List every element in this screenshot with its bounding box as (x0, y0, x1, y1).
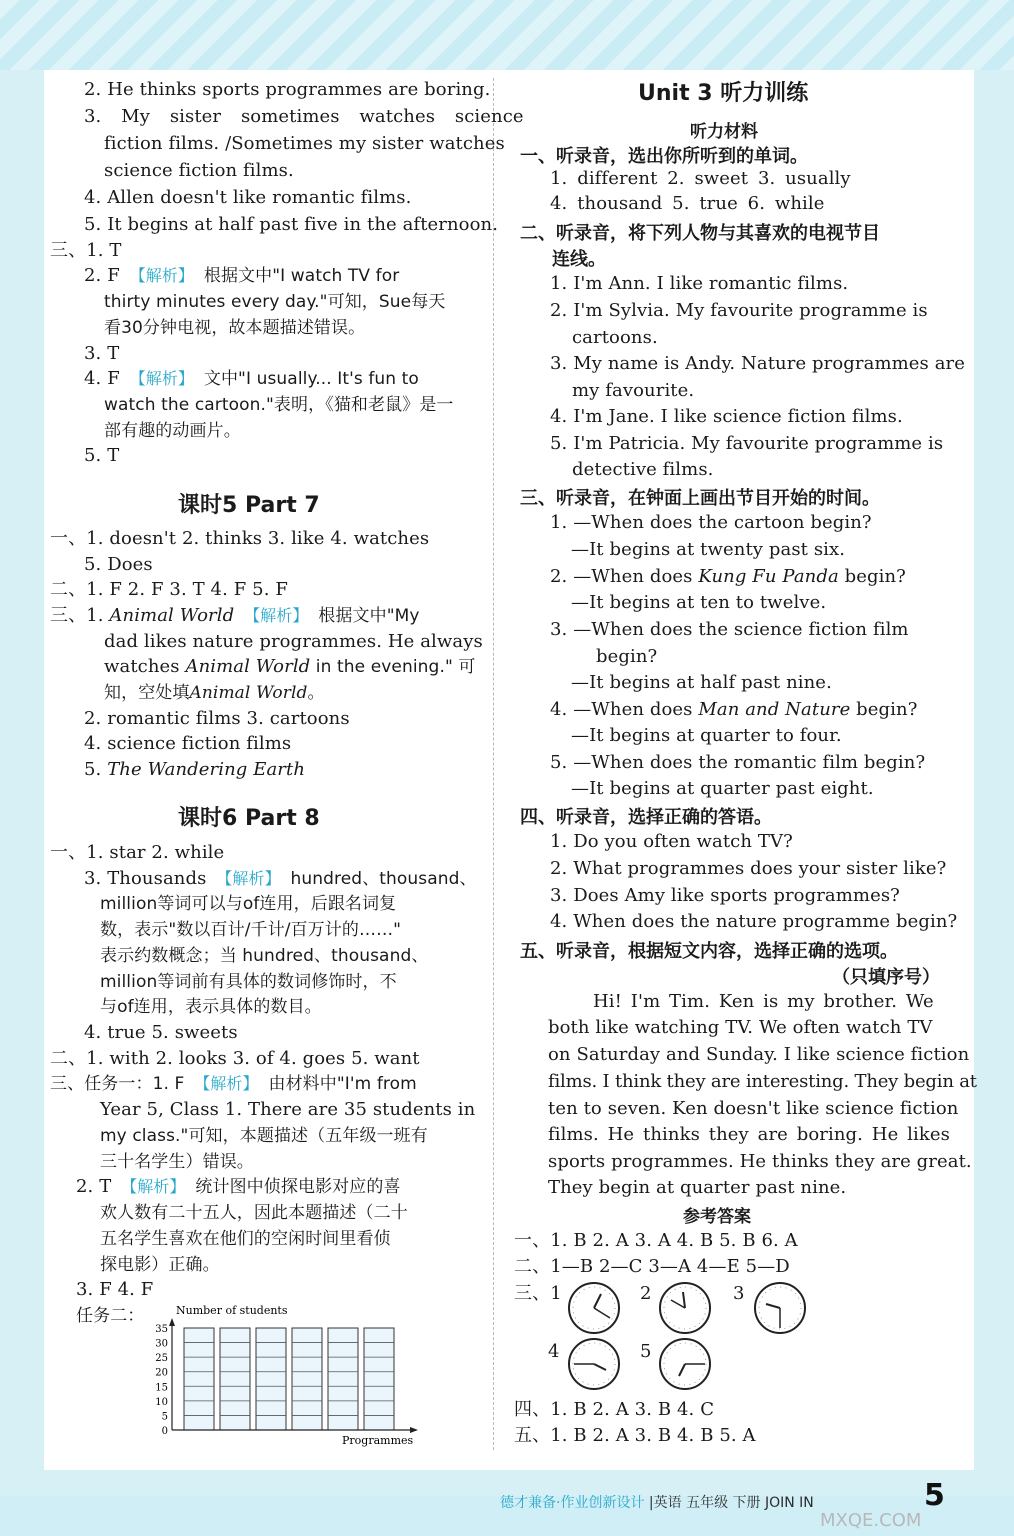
book-info: |英语 五年级 下册 JOIN IN (648, 1495, 814, 1511)
answer-number: 3. Thousands (84, 868, 207, 889)
answer-line: 四、1. B 2. A 3. B 4. C (514, 1399, 715, 1420)
answer-line: 一、1. star 2. while (50, 842, 225, 863)
analysis-text: 三十名学生）错误。 (100, 1152, 254, 1172)
answer-number: 4 (548, 1341, 560, 1362)
chart-y-label: Number of students (176, 1304, 288, 1317)
analysis-text: 。 (307, 683, 325, 703)
bar-column (364, 1328, 394, 1430)
analysis-text: 根据文中"I watch TV for (203, 266, 400, 286)
material-line: 1. different 2. sweet 3. usually (550, 168, 851, 189)
analysis-text: 表示约数概念；当 hundred、thousand、 (100, 946, 429, 966)
clock-icon (566, 1280, 622, 1336)
analysis-tag: 【解析】 (216, 869, 281, 888)
answer-number: 三、1. (50, 605, 104, 626)
material-line: begin? (596, 646, 658, 667)
material-line: —It begins at quarter past eight. (571, 778, 874, 799)
passage-line: They begin at quarter past nine. (548, 1177, 847, 1198)
answer-line: 一、1. doesn't 2. thinks 3. like 4. watches (50, 528, 430, 549)
page-number: 5 (924, 1478, 945, 1513)
y-tick-label: 10 (155, 1396, 168, 1408)
answer-line (84, 367, 419, 391)
analysis-text: hundred、thousand、 (290, 869, 477, 889)
answer-line: 3. F 4. F (76, 1279, 154, 1300)
material-line: detective films. (572, 459, 714, 480)
material-line: —It begins at ten to twelve. (571, 592, 827, 613)
material-text: begin? (838, 566, 906, 587)
material-line: 1. Do you often watch TV? (550, 831, 793, 852)
answer-line (76, 1175, 401, 1199)
answer-line: 二、1. F 2. F 3. T 4. F 5. F (50, 579, 288, 600)
bar-column (184, 1328, 214, 1430)
answer-number: 2. T (76, 1176, 112, 1197)
analysis-text: 统计图中侦探电影对应的喜 (195, 1177, 401, 1197)
lesson-5-heading: 课时5 Part 7 (178, 493, 320, 518)
analysis-text: 五名学生喜欢在他们的空闲时间里看侦 (100, 1229, 391, 1249)
bar-column (292, 1328, 322, 1430)
answer-line: 3. My sister sometimes watches science (84, 106, 524, 127)
material-line: 1. I'm Ann. I like romantic films. (550, 273, 849, 294)
analysis-text: watches (104, 656, 186, 677)
passage-line: films. He thinks they are boring. He likes (548, 1124, 950, 1145)
analysis-tag: 【解析】 (244, 606, 309, 625)
material-text: begin? (850, 699, 918, 720)
analysis-tag: 【解析】 (121, 1177, 186, 1196)
material-line: 3. —When does the science fiction film (550, 619, 909, 640)
analysis-text: million等词前有具体的数词修饰时，不 (100, 972, 397, 992)
answer-number: 三、任务一：1. F (50, 1074, 185, 1094)
answer-line (50, 604, 420, 628)
bar-column (328, 1328, 358, 1430)
answer-line: 5. Does (84, 554, 153, 575)
passage-line: films. I think they are interesting. They begin at (548, 1071, 977, 1092)
analysis-text: dad likes nature programmes. He always (104, 631, 483, 652)
task-two-label: 任务二： (76, 1306, 145, 1326)
column-divider (493, 78, 494, 1450)
section-heading: 三、听录音，在钟面上画出节目开始的时间。 (520, 488, 880, 509)
material-line: 2. What programmes does your sister like? (550, 858, 947, 879)
answer-title: The Wandering Earth (107, 759, 306, 780)
bar-column (220, 1328, 250, 1430)
material-line: 2. I'm Sylvia. My favourite programme is (550, 300, 928, 321)
section-note: （只填序号） (832, 967, 940, 988)
analysis-text (104, 681, 325, 705)
watermark: MXQE.COM (820, 1510, 922, 1531)
listening-materials-title: 听力材料 (690, 122, 758, 142)
analysis-tag: 【解析】 (129, 369, 195, 388)
clock-icon (752, 1280, 808, 1336)
section-heading: 连线。 (552, 249, 606, 270)
material-line: cartoons. (572, 327, 658, 348)
series-brand: 德才兼备·作业创新设计 (500, 1495, 645, 1511)
analysis-text: million等词可以与of连用，后跟名词复 (100, 894, 397, 914)
passage-line: on Saturday and Sunday. I like science fiction (548, 1044, 970, 1065)
section-heading: 五、听录音，根据短文内容，选择正确的选项。 (520, 941, 898, 962)
answer-line: 3. T (84, 343, 120, 364)
material-line: 5. I'm Patricia. My favourite programme is (550, 433, 944, 454)
material-text: 4. —When does (550, 699, 699, 720)
answer-line: 一、1. B 2. A 3. A 4. B 5. B 6. A (514, 1230, 798, 1251)
passage-line: sports programmes. He thinks they are great. (548, 1151, 972, 1172)
answer-number: 5. (84, 759, 108, 780)
passage-line: both like watching TV. We often watch TV (548, 1017, 933, 1038)
answer-number: 3 (733, 1283, 745, 1304)
answer-number: 2 (640, 1283, 652, 1304)
lesson-6-heading: 课时6 Part 8 (178, 806, 320, 831)
analysis-text: in the evening." 可 (310, 657, 476, 677)
y-tick-label: 5 (161, 1411, 168, 1423)
answer-line: 三、1 (514, 1283, 562, 1304)
answer-number: 2. F (84, 265, 120, 286)
answer-line: fiction films. /Sometimes my sister watches (104, 133, 505, 154)
analysis-text: Year 5, Class 1. There are 35 students in (100, 1099, 476, 1120)
analysis-text: thirty minutes every day."可知，Sue每天 (104, 292, 446, 312)
material-line: 5. —When does the romantic film begin? (550, 752, 926, 773)
material-line: 4. When does the nature programme begin? (550, 911, 958, 932)
answer-line: 4. science fiction films (84, 733, 292, 754)
y-tick-label: 25 (155, 1353, 168, 1365)
answer-title: Animal World (109, 605, 235, 626)
analysis-text: my class."可知，本题描述（五年级一班有 (100, 1126, 428, 1146)
material-line: 4. thousand 5. true 6. while (550, 193, 825, 214)
unit-title: Unit 3 听力训练 (638, 81, 809, 106)
analysis-text: 文中"I usually... It's fun to (203, 369, 419, 389)
analysis-text: 与of连用，表示具体的数目。 (100, 997, 322, 1017)
analysis-text: 看30分钟电视，故本题描述错误。 (104, 318, 366, 338)
section-heading: 一、听录音，选出你所听到的单词。 (520, 146, 808, 167)
analysis-text: 知，空处填 (104, 683, 190, 703)
answer-line: 2. He thinks sports programmes are boring. (84, 79, 491, 100)
passage-line: ten to seven. Ken doesn't like science fiction (548, 1098, 959, 1119)
clock-icon (657, 1336, 713, 1392)
students-bar-chart (148, 1298, 418, 1448)
x-axis-arrow-icon (410, 1427, 418, 1433)
analysis-text (104, 655, 475, 679)
answer-line: science fiction films. (104, 160, 294, 181)
section-heading: 四、听录音，选择正确的答语。 (520, 807, 772, 828)
passage-line: Hi! I'm Tim. Ken is my brother. We (593, 991, 934, 1012)
page-footer (500, 1492, 814, 1514)
material-line: —It begins at twenty past six. (571, 539, 846, 560)
clock-icon (566, 1336, 622, 1392)
material-text: 2. —When does (550, 566, 699, 587)
chart-x-label: Programmes (342, 1434, 414, 1447)
material-line: 3. My name is Andy. Nature programmes are (550, 353, 965, 374)
answer-line (84, 758, 305, 782)
answer-line (50, 1072, 417, 1096)
bar-column (256, 1328, 286, 1430)
analysis-text: 根据文中"My (318, 606, 420, 626)
material-line: —It begins at half past nine. (571, 672, 832, 693)
material-line (550, 698, 917, 722)
y-tick-label: 15 (155, 1382, 168, 1394)
answer-number: 5 (640, 1341, 652, 1362)
answer-title: Animal World (189, 683, 308, 703)
material-line: my favourite. (572, 380, 695, 401)
analysis-text: 数，表示"数以百计/千计/百万计的……" (100, 920, 402, 940)
material-line (550, 565, 906, 589)
answer-line: 4. Allen doesn't like romantic films. (84, 187, 412, 208)
analysis-tag: 【解析】 (194, 1074, 259, 1093)
material-line: 4. I'm Jane. I like science fiction films. (550, 406, 903, 427)
analysis-text: 探电影）正确。 (100, 1255, 220, 1275)
answer-line (84, 867, 477, 891)
y-tick-label: 0 (161, 1426, 168, 1437)
answer-line (84, 264, 399, 288)
answer-line: 2. romantic films 3. cartoons (84, 708, 350, 729)
analysis-text: watch the cartoon."表明，《猫和老鼠》是一 (104, 395, 454, 415)
y-tick-label: 20 (155, 1367, 168, 1379)
reference-answers-title: 参考答案 (683, 1207, 751, 1227)
answer-number: 4. F (84, 368, 120, 389)
analysis-text: 欢人数有二十五人，因此本题描述（二十 (100, 1203, 408, 1223)
answer-line: 二、1. with 2. looks 3. of 4. goes 5. want (50, 1048, 420, 1069)
clock-icon (657, 1280, 713, 1336)
answer-line: 5. T (84, 445, 120, 466)
programme-title: Man and Nature (698, 699, 851, 720)
answer-line: 五、1. B 2. A 3. B 4. B 5. A (514, 1425, 756, 1446)
answer-line: 4. true 5. sweets (84, 1022, 238, 1043)
analysis-text: 部有趣的动画片。 (104, 421, 241, 441)
material-line: 3. Does Amy like sports programmes? (550, 885, 900, 906)
answer-line: 二、1—B 2—C 3—A 4—E 5—D (514, 1256, 790, 1277)
page-header-decoration (0, 0, 1014, 70)
material-line: 1. —When does the cartoon begin? (550, 512, 872, 533)
answer-title: Animal World (185, 656, 311, 677)
answer-line: 5. It begins at half past five in the afternoon. (84, 214, 499, 235)
y-tick-label: 30 (155, 1338, 168, 1350)
programme-title: Kung Fu Panda (698, 566, 839, 587)
material-line: —It begins at quarter to four. (571, 725, 842, 746)
section-heading: 二、听录音，将下列人物与其喜欢的电视节目 (520, 223, 880, 244)
y-tick-label: 35 (155, 1324, 168, 1335)
answer-line: 三、1. T (50, 240, 122, 261)
y-axis-arrow-icon (169, 1318, 175, 1326)
analysis-tag: 【解析】 (129, 266, 195, 285)
analysis-text: 由材料中"I'm from (268, 1074, 417, 1094)
